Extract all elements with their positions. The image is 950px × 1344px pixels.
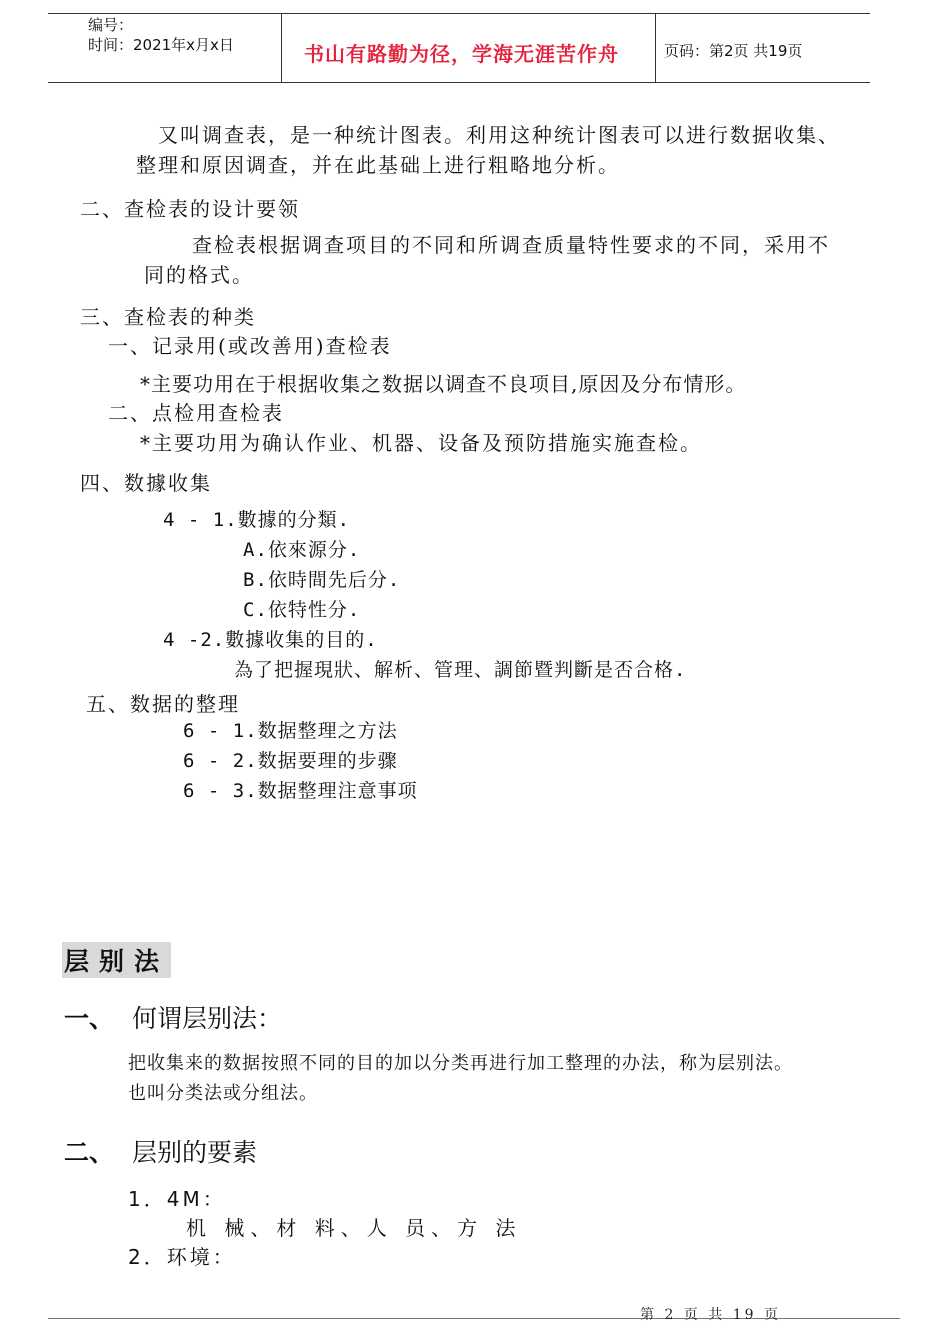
footer-page-number: 第 2 页 共 19 页 — [640, 1307, 781, 1323]
section-5-title: 五、数据的整理 — [86, 692, 240, 716]
section-4-item-1-c: C.依特性分. — [243, 599, 361, 621]
element-item-1: 1．4M： — [128, 1187, 226, 1211]
intro-line-1: 又叫调查表，是一种统计图表。利用这种统计图表可以进行数据收集、 — [158, 123, 840, 147]
heading-1-text: 何谓层别法： — [132, 1004, 283, 1033]
stratification-paragraph-2: 也叫分类法或分组法。 — [128, 1083, 318, 1104]
section-3-sub-2: 二、点检用查检表 — [108, 401, 284, 425]
section-3-sub-1: 一、记录用(或改善用)查检表 — [108, 334, 392, 358]
section-5-item-3: 6 - 3.数据整理注意事项 — [183, 780, 418, 802]
header-top-rule — [48, 13, 870, 14]
heading-1-number: 一、 — [64, 1004, 115, 1033]
header-divider-right — [655, 13, 656, 83]
section-3-title: 三、查检表的种类 — [80, 305, 256, 329]
header-bottom-rule — [48, 82, 870, 83]
element-item-1-desc: 机 械、材 料、人 员、方 法 — [186, 1216, 522, 1240]
section-4-item-2-desc: 為了把握現狀、解析、管理、調節暨判斷是否合格. — [234, 659, 687, 681]
document-date-label: 时间：2021年x月x日 — [88, 36, 234, 54]
document-id-label: 编号： — [88, 16, 134, 34]
section-4-item-1-b: B.依時間先后分. — [243, 569, 401, 591]
section-5-item-2: 6 - 2.数据要理的步骤 — [183, 750, 398, 772]
heading-2-text: 层别的要素 — [132, 1138, 258, 1167]
section-2-line-2: 同的格式。 — [144, 263, 254, 287]
section-4-title: 四、数據收集 — [80, 471, 212, 495]
section-4-item-2: 4 -2.數據收集的目的. — [163, 629, 378, 651]
section-3-sub-1-desc: *主要功用在于根据收集之数据以调查不良项目,原因及分布情形。 — [140, 372, 747, 396]
intro-line-2: 整理和原因调查，并在此基础上进行粗略地分析。 — [136, 153, 620, 177]
section-4-item-1-a: A.依來源分. — [243, 539, 361, 561]
section-4-item-1: 4 - 1.數據的分類. — [163, 509, 351, 531]
stratification-tag: 层别法 — [62, 942, 171, 978]
element-item-2: 2．环境： — [128, 1245, 236, 1269]
stratification-heading-2 — [64, 1133, 257, 1169]
section-3-sub-2-desc: *主要功用为确认作业、机器、设备及预防措施实施查检。 — [140, 431, 702, 455]
section-5-item-1: 6 - 1.数据整理之方法 — [183, 720, 398, 742]
stratification-heading-1 — [64, 999, 282, 1035]
header-divider-left — [281, 13, 282, 83]
header-motto: 书山有路勤为径，学海无涯苦作舟 — [304, 42, 619, 66]
section-2-line-1: 查检表根据调查项目的不同和所调查质量特性要求的不同，采用不 — [192, 233, 830, 257]
section-2-title: 二、查检表的设计要领 — [80, 197, 300, 221]
stratification-paragraph-1: 把收集来的数据按照不同的目的加以分类再进行加工整理的办法，称为层别法。 — [128, 1053, 793, 1074]
heading-2-number: 二、 — [64, 1138, 115, 1167]
header-page-info: 页码：第2页 共19页 — [664, 42, 803, 60]
